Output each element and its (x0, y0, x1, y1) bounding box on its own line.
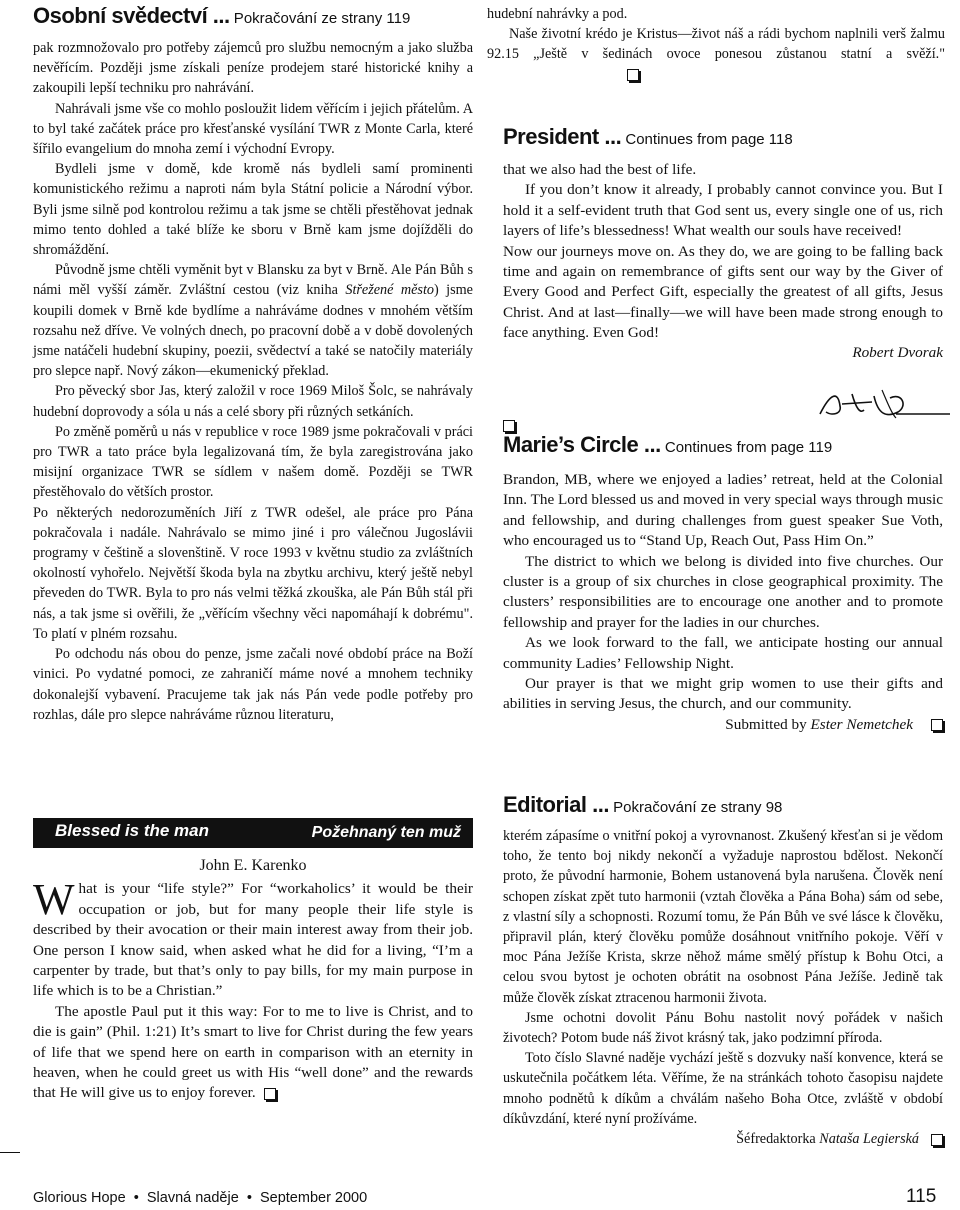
president-title: President ... (503, 124, 622, 149)
blessed-banner (33, 818, 473, 848)
maries-paragraph: Our prayer is that we might grip women to use their gifts and abilities in serving Jesus, the church, and our community. (503, 675, 943, 713)
osobni-continued: Pokračování ze strany 119 (229, 10, 411, 27)
hudebni-paragraph (487, 24, 945, 85)
page-number: 115 (906, 1186, 937, 1207)
blessed-paragraph (33, 1002, 473, 1104)
osobni-paragraph: pak rozmnožovalo pro potřeby zájemců pro službu nemocným a jako služba nevěřícím. Později jsme získali peníze prodejem staré historické knihy a zakoupili lepší techniku pro nahrávání. (33, 40, 473, 97)
maries-submitted (503, 715, 943, 735)
maries-paragraph: The district to which we belong is divided into five churches. Our cluster is a group of six churches in close geographical proximity. The clusters’ responsibilities are to encourage one another and to promote fellowship and prayer for the ladies in our churches. (503, 552, 943, 631)
editorial-title: Editorial ... (503, 792, 609, 817)
hudebni-body (487, 4, 945, 85)
editorial-paragraph: Toto číslo Slavné naděje vychází ještě s dozvuky naší konvence, která se uskutečnila počátkem léta. Věříme, že na stránkách tohoto časopisu najdete mnoho podnětů k díkům a chválám našeho Boha Otce, zvláště v období díkůvzdání, které nyní prožíváme. (503, 1050, 943, 1127)
president-paragraph: that we also had the best of life. (503, 161, 697, 178)
blessed-author: John E. Karenko (199, 857, 307, 874)
signature-graphic (812, 384, 952, 424)
president-paragraph: If you don’t know it already, I probably cannot convince you. But I hold it a self-evident truth that God sent us, every single one of us, rich layers of life’s blessedness! What wealth our souls have received! (503, 181, 943, 240)
editorial-continued: Pokračování ze strany 98 (608, 799, 783, 816)
osobni-text: Původně jsme chtěli vyměnit byt v Blansku za byt v Brně. Ale Pán Bůh s námi měl vyšší záměr. Zvláštní cestou (viz kniha (33, 262, 473, 299)
end-mark-icon (931, 1134, 943, 1146)
osobni-paragraph: Bydleli jsme v domě, kde kromě nás bydleli samí prominenti komunistického režimu a naproti nám byla Státní policie a Národní výbor. Byli jsme silně pod kontrolou režimu a tak jsme se chtěli přestěhovat jednak mimo tento dohled a také blíže ke sboru v Brně kam jsme dojížděli do shromáždění. (33, 161, 473, 259)
blessed-text: The apostle Paul put it this way: For to me to live is Christ, and to die is gain” (Phil. 1:21) It’s smart to live for Christ during the few years of life that we spend here on earth in comparison with an eternity in heaven, when he could greet us with His “well done” and the rewards that He will give us to enjoy forever. (33, 1002, 473, 1102)
signature-name: Nataša Legierská (819, 1131, 919, 1148)
osobni-paragraph: Pro pěvecký sbor Jas, který založil v roce 1969 Miloš Šolc, se nahrávaly hudební doprovody a sóla u nás a celé sbory při různých setkáních. (33, 383, 473, 420)
editorial-signature (503, 1129, 943, 1149)
editorial-heading (503, 792, 782, 818)
drop-cap: W (33, 875, 75, 925)
submitted-name: Ester Nemetchek (810, 715, 913, 733)
president-signature-name: Robert Dvorak (852, 343, 943, 361)
president-continued: Continues from page 118 (621, 131, 793, 148)
submitted-label: Submitted by (725, 715, 811, 733)
osobni-paragraph: Po některých nedorozuměních Jiří z TWR odešel, ale práce pro Pána pokračovala i nadále. Nahrávalo se mimo jiné i pro válečnou Jugoslávii programy v češtině a slovenštině. V roce 1993 v květnu studio za zvláštních okolností vyhořelo. Největší škoda byla na zbytku archivu, který ještě nebyl převeden do TWR. Byla to pro nás velmi těžká zkouška, ale Pán Bůh stál při nás, a tak jsme si ověřili, že „věřícím všechny věci napomáhají k dobrému". To platí v plném rozsahu. (33, 504, 473, 642)
blessed-text: hat is your “life style?” For “workaholics’ it would be their occupation or job, but for many people their life style is described by their avocation or their main interest away from their job. One person I know said, when asked what he did for a living, “I’m a carpenter by trade, but that’s only to pay bills, for my main purpose in life which is to be a Christian.” (33, 880, 473, 1000)
editorial-paragraph: kterém zápasíme o vnitřní pokoj a vyrovnanost. Zkušený křesťan si je vědom toho, že tento boj nikdy nekončí a vyžaduje naprostou bdělost. Nekončí proto, že původní harmonie, Bohem ustanovená byla narušena. Člověk není schopen získat zpět tuto harmonii (vztah člověka a Pána Boha) sám od sebe, z vlastní síly a schopnosti. Rozumí tomu, že Pán Bůh ve své lásce k člověku, připravil plán, který člověku pomůže dosáhnout vnitřního pokoje. Věří v moc Pána Ježíše Krista, skrze něhož máme smělý přístup k Bohu Otci, a celou svou bytost je ochoten obrátit na osobnost Pána Ježíše. Jedině tak může člověk získat ztracenou harmonii života. (503, 828, 943, 1006)
end-mark-icon (264, 1088, 276, 1100)
banner-title-cz: Požehnaný ten muž (311, 824, 461, 841)
hudebni-text: Naše životní krédo je Kristus—život náš a rádi bychom naplnili verš žalmu 92.15 „Ještě v šedinách ovoce ponesou zůstanou statní a svěží." (487, 26, 945, 63)
hudebni-paragraph: hudební nahrávky a pod. (487, 6, 628, 22)
editorial-paragraph: Jsme ochotni dovolit Pánu Bohu nastolit nový pořádek v našich životech? Potom bude náš život krásný tak, jako podzimní příroda. (503, 1009, 943, 1047)
president-body (503, 160, 943, 363)
maries-paragraph: As we look forward to the fall, we anticipate hosting our annual community Ladies’ Fellowship Night. (503, 634, 943, 672)
end-mark-icon (503, 420, 515, 432)
end-mark-icon (627, 69, 639, 81)
footer-publication: Glorious Hope • Slavná naděje • September 2000 (33, 1190, 368, 1206)
blessed-article (33, 856, 473, 1104)
maries-title: Marie’s Circle ... (503, 432, 661, 457)
maries-continued: Continues from page 119 (660, 439, 833, 456)
osobni-heading (33, 3, 410, 29)
osobni-paragraph (33, 260, 473, 381)
osobni-title: Osobní svědectví ... (33, 3, 230, 28)
osobni-paragraph: Po odchodu nás obou do penze, jsme začali nové období práce na Boží vinici. Po vydatné pomoci, ze zahraničí máme nové a mnohem techniky dokonalejší vybavení. Pracujeme tak jak nás Pán vede podle potřeby pro rozhlas, dále pro slepce nahráváme různou literaturu, (33, 646, 473, 723)
president-paragraph: Now our journeys move on. As they do, we are going to be falling back time and again on remembrance of gifts sent our way by the Giver of Every Good and Perfect Gift, especially the greatest of all gifts, Jesus Christ. And at last—finally—we will have been made strong enough to face anything. Even God! (503, 242, 943, 342)
maries-heading (503, 432, 832, 458)
signature-role: Šéfredaktorka (736, 1131, 820, 1148)
osobni-body (33, 38, 473, 725)
maries-body (503, 470, 943, 735)
president-heading (503, 124, 793, 150)
blessed-paragraph (33, 875, 473, 1001)
banner-title-en: Blessed is the man (55, 821, 210, 840)
osobni-paragraph: Nahrávali jsme vše co mohlo posloužit lidem věřícím i jejich přátelům. A to byl také začátek práce pro křesťanské vysílání TWR z Monte Carla, které šířilo evangelium do mnoha zemí i východní Evropy. (33, 100, 473, 158)
osobni-text: ) jsme koupili domek v Brně kde bydlíme a nahráváme dodnes v mnohém větším rozsahu než dříve. Ve volných dnech, po pracovní době a v době dovolených jsme natáčeli hudební skupiny, poezii, svědectví a také se natočily materiály pro slepce např. Nový zákon—ekumenický překlad. (33, 282, 473, 380)
osobni-paragraph: Po změně poměrů u nás v republice v roce 1989 jsme pokračovali v práci pro TWR a tato práce byla legalizovaná tím, že byla zaregistrována jako misijní organizace TWR se sídlem v našem domě. Později se TWR přestěhovalo do větších prostor. (33, 423, 473, 501)
editorial-body (503, 826, 943, 1149)
end-mark-icon (931, 719, 943, 731)
margin-rule (0, 1152, 20, 1153)
maries-paragraph: Brandon, MB, where we enjoyed a ladies’ retreat, held at the Colonial Inn. The Lord blessed us and moved in very special ways through music and fellowship, and during challenges from guest speaker Sue Voth, who encouraged us to “Stand Up, Reach Out, Pass Him On.” (503, 471, 943, 550)
book-title: Střežené město (345, 282, 434, 299)
